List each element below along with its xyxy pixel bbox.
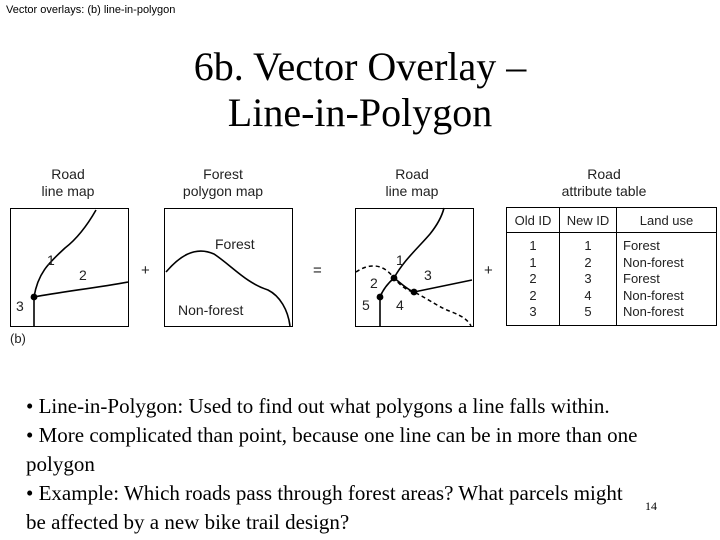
- equals-sign: =: [313, 262, 322, 279]
- table-row: [507, 233, 717, 255]
- attribute-table-label-2: attribute table: [561, 183, 647, 199]
- result-node-c: [377, 294, 384, 301]
- header-land-use: Land use: [617, 208, 717, 233]
- table-row: [507, 288, 717, 305]
- attribute-table-label-1: Road: [587, 166, 621, 182]
- land-use-cell: Forest: [617, 233, 717, 255]
- result-road-segment-2-line: [380, 278, 394, 297]
- road-junction-node: [31, 294, 38, 301]
- old-id-cell: 3: [507, 304, 560, 325]
- table-row: [507, 271, 717, 288]
- bullet-list: [26, 392, 720, 537]
- new-id-cell: 5: [560, 304, 617, 325]
- new-id-cell: 4: [560, 288, 617, 305]
- forest-polygon-label: Forest: [215, 236, 255, 252]
- title-line-1: 6b. Vector Overlay –: [193, 44, 527, 89]
- segment-label-1: 1: [47, 252, 55, 268]
- old-id-cell: 2: [507, 288, 560, 305]
- road-segment-1-line: [34, 210, 96, 297]
- table-row: [507, 255, 717, 272]
- plus-sign-1: +: [141, 262, 150, 279]
- old-id-cell: 2: [507, 271, 560, 288]
- segment-label-2: 2: [79, 267, 87, 283]
- road-line-map-result-label-1: Road: [395, 166, 429, 182]
- new-id-cell: 2: [560, 255, 617, 272]
- land-use-cell: Non-forest: [617, 288, 717, 305]
- new-id-cell: 3: [560, 271, 617, 288]
- bullet-line-4: • Example: Which roads pass through forest areas? What parcels might: [26, 481, 623, 505]
- old-id-cell: 1: [507, 255, 560, 272]
- result-node-b: [411, 289, 418, 296]
- new-id-cell: 1: [560, 233, 617, 255]
- header-new-id: New ID: [560, 208, 617, 233]
- road-line-map-label-2: line map: [41, 183, 95, 199]
- result-road-segment-4-line: [414, 280, 472, 292]
- table-row: [507, 304, 717, 325]
- result-segment-label-4: 4: [396, 297, 404, 313]
- road-attribute-table: [506, 207, 717, 326]
- attribute-table-header-row: [507, 208, 717, 233]
- bullet-line-1: • Line-in-Polygon: Used to find out what polygons a line falls within.: [26, 394, 610, 418]
- plus-sign-2: +: [484, 262, 493, 279]
- non-forest-polygon-label: Non-forest: [178, 302, 244, 318]
- forest-polygon-map-label-1: Forest: [203, 166, 243, 182]
- result-road-segment-3-line: [394, 278, 414, 292]
- result-node-a: [391, 275, 398, 282]
- land-use-cell: Forest: [617, 271, 717, 288]
- segment-label-3: 3: [16, 298, 24, 314]
- result-segment-label-2: 2: [370, 275, 378, 291]
- land-use-cell: Non-forest: [617, 304, 717, 325]
- bullet-line-5: be affected by a new bike trail design?: [26, 510, 350, 534]
- panel-label: (b): [10, 331, 26, 346]
- road-line-map-result-label-2: line map: [385, 183, 439, 199]
- header-old-id: Old ID: [507, 208, 560, 233]
- slide-header: Vector overlays: (b) line-in-polygon: [6, 4, 176, 16]
- page-number: 14: [645, 499, 657, 513]
- result-segment-label-3: 3: [424, 267, 432, 283]
- land-use-cell: Non-forest: [617, 255, 717, 272]
- bullet-line-2: • More complicated than point, because one line can be in more than one: [26, 423, 638, 447]
- result-segment-label-5: 5: [362, 297, 370, 313]
- forest-polygon-map-label-2: polygon map: [182, 183, 264, 199]
- road-line-map-label-1: Road: [51, 166, 85, 182]
- result-segment-label-1: 1: [396, 252, 404, 268]
- title-line-2: Line-in-Polygon: [227, 90, 493, 135]
- bullet-line-3: polygon: [26, 452, 95, 476]
- road-segment-2-line: [34, 282, 128, 297]
- old-id-cell: 1: [507, 233, 560, 255]
